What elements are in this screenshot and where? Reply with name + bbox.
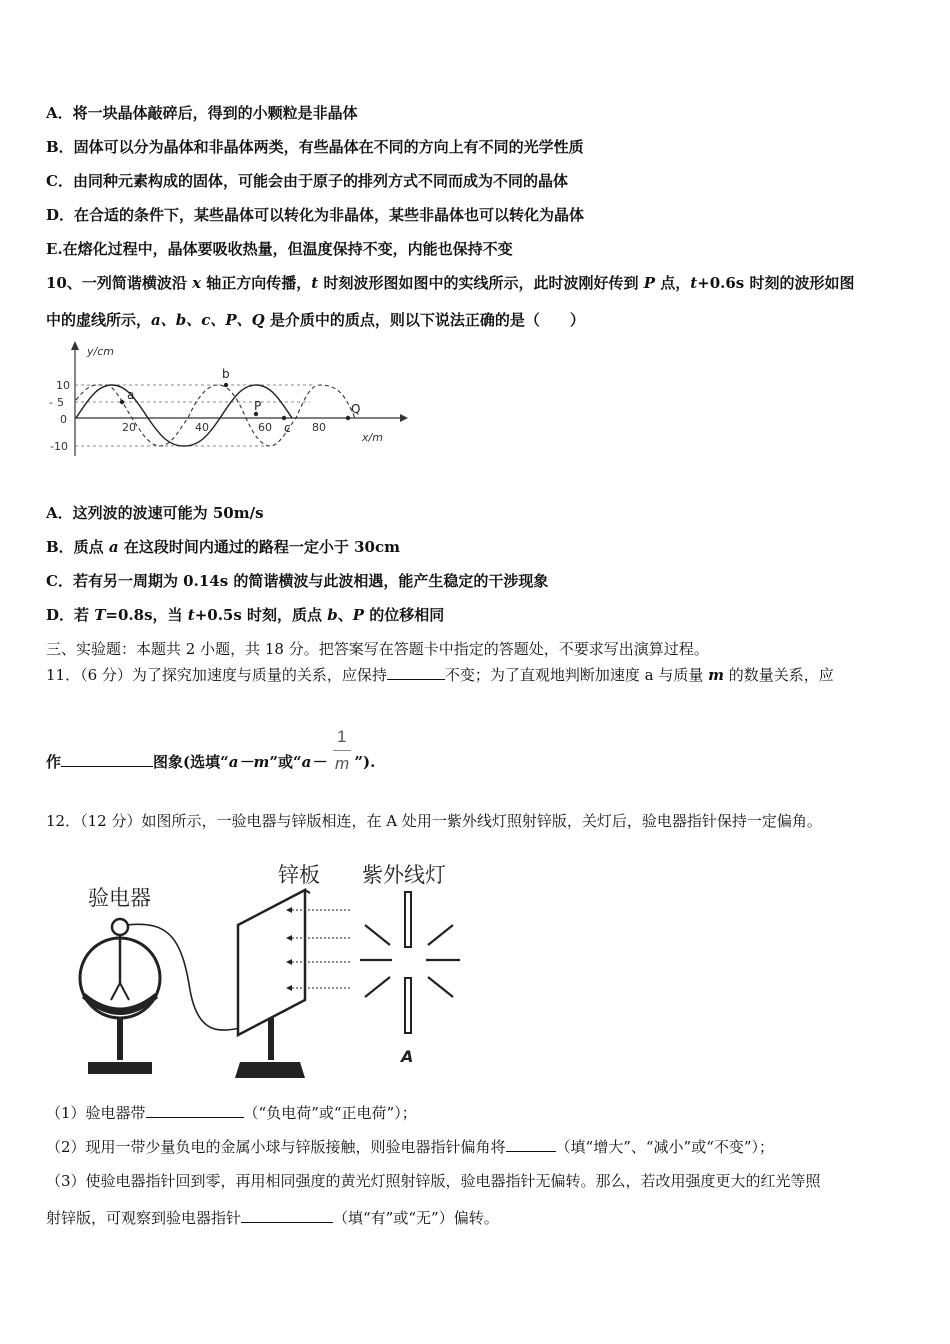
- x-axis-label: x/m: [362, 431, 383, 444]
- y-axis-label: y/cm: [87, 345, 114, 358]
- x-tick-40: 40: [195, 421, 209, 434]
- q12-sub3-line1: （3）使验电器指针回到零，再用相同强度的黄光灯照射锌版，验电器指针无偏转。那么，若改用强度更大的红光等照: [46, 1172, 821, 1190]
- label-P: P: [254, 399, 262, 413]
- electroscope-knob: [112, 919, 128, 935]
- q12-sub2: （2）现用一带少量负电的金属小球与锌版接触，则验电器指针偏角将 （填“增大”、“减小”或“不变”）；: [46, 1138, 775, 1156]
- label-c: c: [284, 421, 291, 435]
- q10-stem-line1: 10、一列简谐横波沿 x 轴正方向传播，t 时刻波形图如图中的实线所示，此时波刚好传到 P 点，t+0.6s 时刻的波形如图: [46, 274, 855, 292]
- q9-option-e: E.在熔化过程中，晶体要吸收热量，但温度保持不变，内能也保持不变: [46, 240, 513, 258]
- y-tick-0: 0: [60, 413, 67, 426]
- electroscope-leaf-right: [120, 983, 129, 1000]
- zinc-base: [235, 1062, 305, 1078]
- point-a: [120, 400, 124, 404]
- q12-sub3-line2: 射锌版，可观察到验电器指针 （填“有”或“无”）偏转。: [46, 1209, 499, 1227]
- label-a: a: [127, 388, 135, 402]
- connecting-wire: [127, 924, 240, 1030]
- electroscope-cradle: [82, 993, 158, 1015]
- wave-graph: [40, 338, 410, 463]
- q11-blank-1[interactable]: [387, 665, 445, 680]
- x-tick-20: 20: [122, 421, 136, 434]
- label-b: b: [222, 367, 230, 381]
- point-Q: [346, 416, 350, 420]
- electroscope-label: 验电器: [88, 886, 151, 910]
- q12-blank-1[interactable]: [146, 1103, 244, 1118]
- q12-stem: 12．（12 分）如图所示，一验电器与锌版相连，在 A 处用一紫外线灯照射锌版，关灯后，验电器指针保持一定偏角。: [46, 812, 822, 830]
- zinc-plate-label: 锌板: [278, 863, 320, 887]
- y-tick-5-dash: -: [49, 396, 53, 409]
- y-tick-10: 10: [56, 379, 70, 392]
- x-tick-60: 60: [258, 421, 272, 434]
- fraction-bar: [333, 750, 351, 751]
- uv-lamp-top-bar: [405, 892, 411, 947]
- electroscope-base: [88, 1062, 152, 1074]
- q11-line1: 11．（6 分）为了探究加速度与质量的关系，应保持 不变；为了直观地判断加速度 a 与质量 m 的数量关系，应: [46, 666, 834, 684]
- q10-option-b: B．质点 a 在这段时间内通过的路程一定小于 30cm: [46, 538, 400, 556]
- q9-option-b: B．固体可以分为晶体和非晶体两类，有些晶体在不同的方向上有不同的光学性质: [46, 138, 584, 156]
- y-axis-arrow: [71, 341, 79, 350]
- q10-option-a: A．这列波的波速可能为 50m/s: [46, 504, 264, 522]
- q10-option-d: D．若 T=0.8s，当 t+0.5s 时刻，质点 b、P 的位移相同: [46, 606, 445, 624]
- dashed-waveform: [76, 385, 355, 446]
- section-3-heading: 三、实验题：本题共 2 小题，共 18 分。把答案写在答题卡中指定的答题处，不要求写出演算过程。: [46, 640, 709, 658]
- uv-lamp-bottom-bar: [405, 978, 411, 1033]
- electroscope-leaf-left: [111, 983, 120, 1000]
- uv-lamp-label: 紫外线灯: [362, 863, 446, 887]
- zinc-plate: [238, 890, 305, 1035]
- point-A-label: A: [401, 1047, 414, 1066]
- point-c: [282, 416, 286, 420]
- q12-sub1: （1）验电器带 （“负电荷”或“正电荷”）；: [46, 1104, 417, 1122]
- x-axis-arrow: [400, 414, 408, 422]
- y-tick-5: 5: [57, 396, 64, 409]
- q12-blank-3[interactable]: [241, 1208, 333, 1223]
- q10-stem-line2: 中的虚线所示，a、b、c、P、Q 是介质中的质点，则以下说法正确的是（ ）: [46, 311, 585, 329]
- label-Q: Q: [351, 402, 361, 416]
- q10-option-c: C．若有另一周期为 0.14s 的简谐横波与此波相遇，能产生稳定的干涉现象: [46, 572, 549, 590]
- q9-option-d: D．在合适的条件下，某些晶体可以转化为非晶体，某些非晶体也可以转化为晶体: [46, 206, 585, 224]
- point-b: [224, 383, 228, 387]
- q9-option-a: A．将一块晶体敲碎后，得到的小颗粒是非晶体: [46, 104, 358, 122]
- q12-blank-2[interactable]: [506, 1137, 556, 1152]
- q9-option-c: C．由同种元素构成的固体，可能会由于原子的排列方式不同而成为不同的晶体: [46, 172, 568, 190]
- y-tick-minus10: -10: [50, 440, 68, 453]
- photoelectric-apparatus: [60, 850, 480, 1090]
- fraction-numerator: 1: [337, 727, 347, 746]
- fraction-denominator: m: [335, 754, 350, 773]
- q11-line2: 作 图象(选填“a－m”或“a－ ”).: [46, 753, 376, 771]
- q11-blank-2[interactable]: [61, 752, 153, 767]
- x-tick-80: 80: [312, 421, 326, 434]
- solid-waveform: [76, 385, 292, 446]
